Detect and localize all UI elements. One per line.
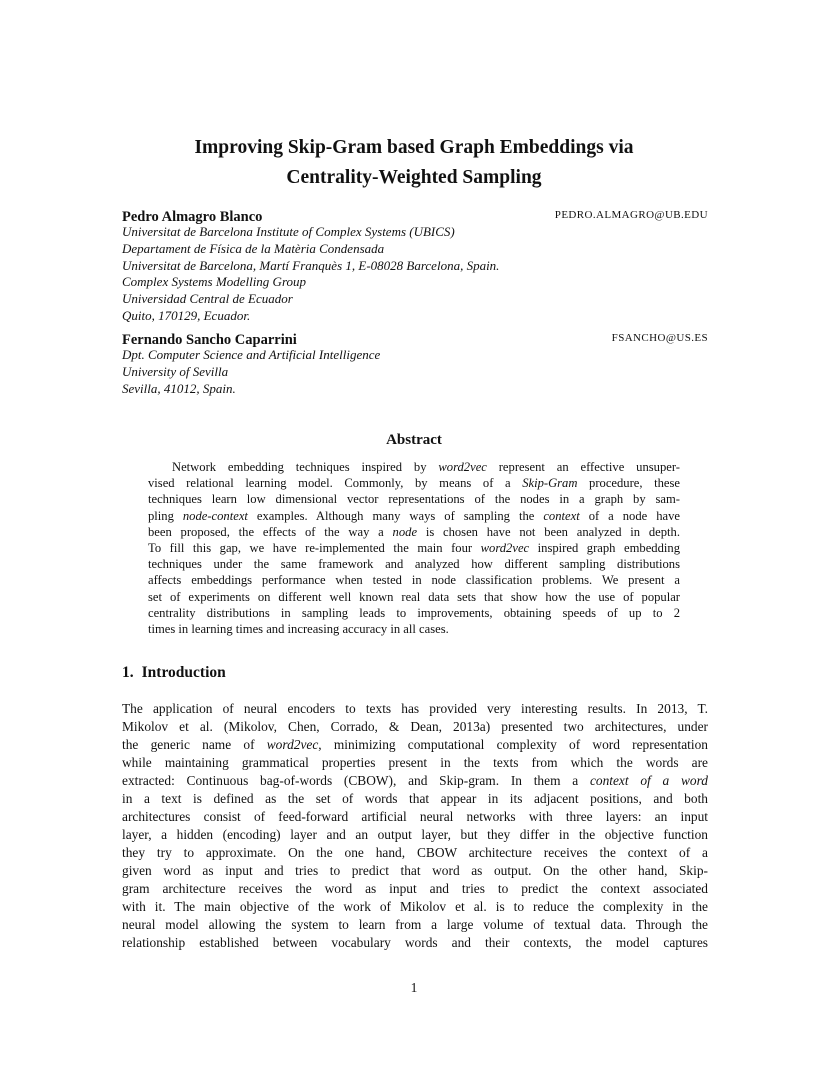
abstract-text: inspired graph embedding <box>529 540 680 555</box>
intro-text: relationship established between vocabulary words and their contexts, the model captures <box>122 935 708 950</box>
intro-line <box>122 898 708 916</box>
affiliation-line: Quito, 170129, Ecuador. <box>122 307 251 323</box>
intro-text: extracted: Continuous bag-of-words (CBOW), and Skip-gram. In them a <box>122 773 590 788</box>
abstract-text: affects embeddings performance when tested in node classification problems. We present a <box>148 573 680 588</box>
abstract-text: times in learning times and increasing accuracy in all cases. <box>148 621 449 636</box>
abstract-line <box>148 572 680 588</box>
intro-text: Mikolov et al. (Mikolov, Chen, Corrado, & Dean, 2013a) presented two architectures, under <box>122 719 708 734</box>
intro-line <box>122 934 708 952</box>
abstract-line <box>148 475 680 491</box>
abstract-text: set of experiments on different well known real data sets that show how the use of popular <box>148 589 680 604</box>
affiliation-line: Dpt. Computer Science and Artificial Intelligence <box>122 347 381 362</box>
affiliation-line: Universitat de Barcelona, Martí Franquès 1, E-08028 Barcelona, Spain. <box>122 257 500 273</box>
intro-text: they try to approximate. On the one hand, CBOW architecture receives the context of a <box>122 845 708 860</box>
intro-text: neural model allowing the system to learn from a large volume of textual data. Through the <box>122 917 708 932</box>
abstract-emphasis: word2vec <box>480 540 530 555</box>
abstract-text: represent an effective unsuper- <box>486 460 680 474</box>
author-email[interactable]: PEDRO.ALMAGRO@UB.EDU <box>554 209 708 221</box>
intro-line <box>122 808 708 826</box>
abstract-body <box>148 459 680 637</box>
abstract-text: is chosen have not been analyzed in depth. <box>417 524 680 539</box>
abstract-text: techniques under the same framework and analyzed how different sampling distributions <box>148 557 680 572</box>
abstract-text: Network embedding techniques inspired by <box>172 460 439 474</box>
intro-line <box>122 790 708 808</box>
abstract-heading: Abstract <box>386 432 442 448</box>
intro-line <box>122 844 708 862</box>
abstract-text: procedure, these <box>577 476 680 491</box>
abstract-line <box>148 621 680 637</box>
section-title: Introduction <box>141 664 226 681</box>
section-number: 1. <box>122 664 134 681</box>
author-name: Pedro Almagro Blanco <box>122 209 263 225</box>
author-email[interactable]: FSANCHO@US.ES <box>611 332 708 344</box>
abstract-line <box>148 556 680 572</box>
intro-line <box>122 916 708 934</box>
intro-line <box>122 862 708 880</box>
abstract-text: centrality distributions in sampling leads to improvements, obtaining speeds of up to 2 <box>148 605 680 620</box>
intro-text: architectures consist of feed-forward artificial neural networks with three layers: an input <box>122 809 708 824</box>
intro-text: while maintaining grammatical properties present in the texts from which the words are <box>122 755 708 770</box>
abstract-line <box>148 508 680 524</box>
intro-text: in a text is defined as the set of words that appear in its adjacent positions, and both <box>122 791 708 806</box>
abstract-text: techniques learn low dimensional vector representations of the nodes in a graph by sam- <box>148 492 680 507</box>
intro-text: the generic name of <box>122 737 267 752</box>
abstract-emphasis: node <box>392 524 418 539</box>
intro-line <box>122 700 708 718</box>
intro-line <box>122 718 708 736</box>
intro-emphasis: word2vec <box>266 737 319 752</box>
author-block-1 <box>122 206 708 325</box>
abstract-text: pling <box>148 508 183 523</box>
section-heading <box>122 664 226 682</box>
abstract-line <box>148 589 680 605</box>
intro-text: gram architecture receives the word as input and tries to predict the context associated <box>122 881 708 896</box>
affiliation-line: Universidad Central de Ecuador <box>122 291 293 307</box>
abstract-emphasis: word2vec <box>438 460 487 474</box>
intro-line <box>122 736 708 754</box>
intro-text: layer, a hidden (encoding) layer and an output layer, but they differ in the objective function <box>122 827 708 842</box>
intro-line <box>122 772 708 790</box>
affiliation-line: University of Sevilla <box>122 363 229 379</box>
abstract-text: been proposed, the effects of the way a <box>148 524 393 539</box>
page-number: 1 <box>410 980 418 995</box>
abstract-line <box>148 459 680 475</box>
title-line-1: Improving Skip-Gram based Graph Embeddings via <box>194 137 634 158</box>
intro-line <box>122 826 708 844</box>
abstract-line <box>148 491 680 507</box>
intro-emphasis: context of a word <box>589 773 708 788</box>
abstract-text: To fill this gap, we have re-implemented the main four <box>148 540 481 555</box>
intro-line <box>122 754 708 772</box>
abstract-line <box>148 540 680 556</box>
abstract-text: of a node have <box>579 508 680 523</box>
intro-text: The application of neural encoders to texts has provided very interesting results. In 2013, T. <box>122 701 708 716</box>
affiliation-line: Departament de Física de la Matèria Condensada <box>122 240 385 256</box>
intro-text: given word as input and tries to predict that word as output. On the other hand, Skip- <box>122 863 708 878</box>
abstract-line <box>148 524 680 540</box>
abstract-text: vised relational learning model. Commonly, by means of a <box>148 476 523 491</box>
abstract-emphasis: Skip-Gram <box>522 476 578 491</box>
intro-text: , minimizing computational complexity of word representation <box>318 737 708 752</box>
author-block-2 <box>122 329 708 397</box>
arxiv-identifier-stamp <box>14 300 54 755</box>
author-name: Fernando Sancho Caparrini <box>122 332 297 348</box>
affiliation-line: Universitat de Barcelona Institute of Complex Systems (UBICS) <box>122 224 455 239</box>
abstract-emphasis: context <box>543 508 580 523</box>
title-line-2: Centrality-Weighted Sampling <box>286 167 542 188</box>
abstract-line <box>148 605 680 621</box>
abstract-emphasis: node-context <box>182 508 248 523</box>
abstract-text: examples. Although many ways of sampling the <box>247 508 544 523</box>
intro-line <box>122 880 708 898</box>
paper-title <box>0 133 828 193</box>
introduction-body <box>122 700 708 952</box>
affiliation-line: Complex Systems Modelling Group <box>122 274 307 290</box>
intro-text: with it. The main objective of the work of Mikolov et al. is to reduce the complexity in the <box>122 899 708 914</box>
affiliation-line: Sevilla, 41012, Spain. <box>122 380 236 396</box>
